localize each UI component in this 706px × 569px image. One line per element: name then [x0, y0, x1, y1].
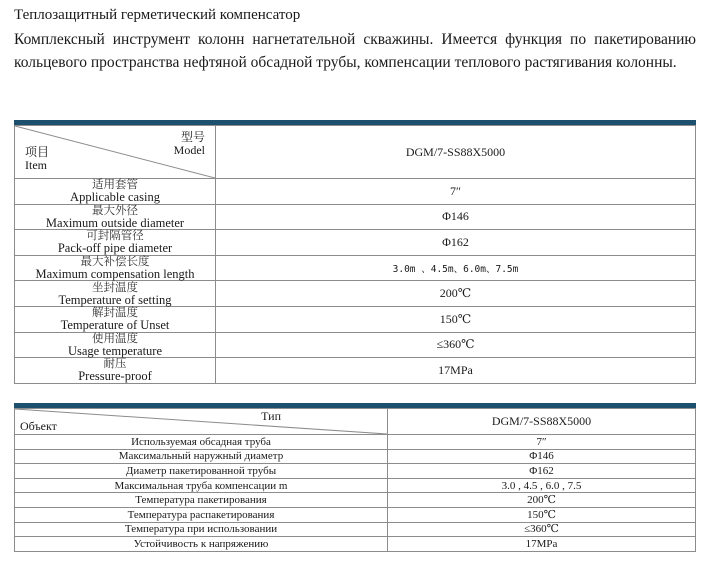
row-label: Используемая обсадная труба: [15, 435, 388, 450]
table-row: [15, 507, 696, 522]
row-label: [15, 281, 216, 307]
row-value: 3.0m 、4.5m、6.0m、7.5m: [216, 255, 696, 281]
table-row: [15, 478, 696, 493]
row-label-en: Temperature of Unset: [60, 318, 170, 333]
table-row: [15, 332, 696, 358]
row-label-zh: 坐封温度: [92, 281, 138, 294]
item-label-zh: 项目: [25, 145, 50, 159]
row-value: 150℃: [216, 306, 696, 332]
spec-table-chinese-english: [14, 125, 696, 384]
table2-header-row: [15, 409, 696, 435]
row-value: 200℃: [388, 493, 696, 508]
row-label: Температура пакетирования: [15, 493, 388, 508]
row-value: 3.0 , 4.5 , 6.0 , 7.5: [388, 478, 696, 493]
row-value: 7″: [388, 435, 696, 450]
table-row: [15, 204, 696, 230]
row-value: 17MPa: [216, 358, 696, 384]
row-label-zh: 解封温度: [92, 307, 138, 320]
row-label: [15, 230, 216, 256]
row-label-zh: 耐压: [103, 358, 127, 371]
spec-table-russian: [14, 408, 696, 552]
table-row: [15, 493, 696, 508]
model-label-en: Model: [173, 143, 205, 157]
table-row: [15, 435, 696, 450]
item-label-en: Item: [25, 158, 47, 172]
table2-header-diagonal-cell: [15, 409, 388, 435]
row-label-en: Usage temperature: [67, 343, 163, 358]
diagonal-line: [15, 409, 387, 434]
row-label: [15, 179, 216, 205]
row-label-en: Maximum compensation length: [35, 267, 195, 282]
row-value: Φ146: [388, 449, 696, 464]
table-row: [15, 179, 696, 205]
row-value: ≤360℃: [388, 522, 696, 537]
type-label: Тип: [261, 409, 281, 423]
table-row: [15, 306, 696, 332]
row-label: [15, 204, 216, 230]
row-value: 17MPa: [388, 537, 696, 552]
row-label: Диаметр пакетированной трубы: [15, 464, 388, 479]
row-value: ≤360℃: [216, 332, 696, 358]
row-label: Температура при использовании: [15, 522, 388, 537]
row-label: [15, 332, 216, 358]
row-value: Φ146: [216, 204, 696, 230]
row-label: Максимальный наружный диаметр: [15, 449, 388, 464]
table2-model-value: DGM/7-SS88X5000: [388, 409, 696, 435]
row-label-en: Pack-off pipe diameter: [57, 241, 173, 256]
row-label: [15, 358, 216, 384]
table1-model-value: DGM/7-SS88X5000: [216, 126, 696, 179]
row-label-en: Applicable casing: [70, 190, 160, 205]
table-row: [15, 358, 696, 384]
table1-header-diagonal-cell: [15, 126, 216, 179]
row-label: [15, 255, 216, 281]
table-row: [15, 281, 696, 307]
item-label: [25, 146, 49, 172]
row-label: Максимальная труба компенсации m: [15, 478, 388, 493]
table-row: [15, 522, 696, 537]
row-label-zh: 使用温度: [92, 332, 138, 345]
table-row: [15, 537, 696, 552]
row-label: Температура распакетирования: [15, 507, 388, 522]
row-label-zh: 最大外径: [92, 204, 138, 217]
row-label-en: Temperature of setting: [58, 292, 172, 307]
row-value: Φ162: [216, 230, 696, 256]
model-label: [174, 131, 205, 157]
row-value: 200℃: [216, 281, 696, 307]
product-description: Комплексный инструмент колонн нагнетательной скважины. Имеется функция по пакетированию кольцевого пространства нефтяной обсадной трубы, компенсации теплового растягивания колонны.: [14, 31, 696, 71]
table-row: [15, 449, 696, 464]
page-title: Теплозащитный герметический компенсатор: [14, 7, 301, 23]
table-row: [15, 464, 696, 479]
row-value: 150℃: [388, 507, 696, 522]
model-label-zh: 型号: [180, 130, 205, 144]
row-label-zh: 适用套管: [92, 179, 138, 192]
row-label-zh: 可封隔管径: [86, 230, 144, 243]
row-label: Устойчивость к напряжению: [15, 537, 388, 552]
object-label: Объект: [20, 419, 57, 433]
row-label-en: Pressure-proof: [78, 369, 152, 384]
row-value: Φ162: [388, 464, 696, 479]
table-row: [15, 255, 696, 281]
row-label-zh: 最大补偿长度: [80, 256, 150, 269]
row-label: [15, 306, 216, 332]
row-value: 7″: [216, 179, 696, 205]
table-row: [15, 230, 696, 256]
row-label-en: Maximum outside diameter: [45, 215, 185, 230]
table1-header-row: [15, 126, 696, 179]
